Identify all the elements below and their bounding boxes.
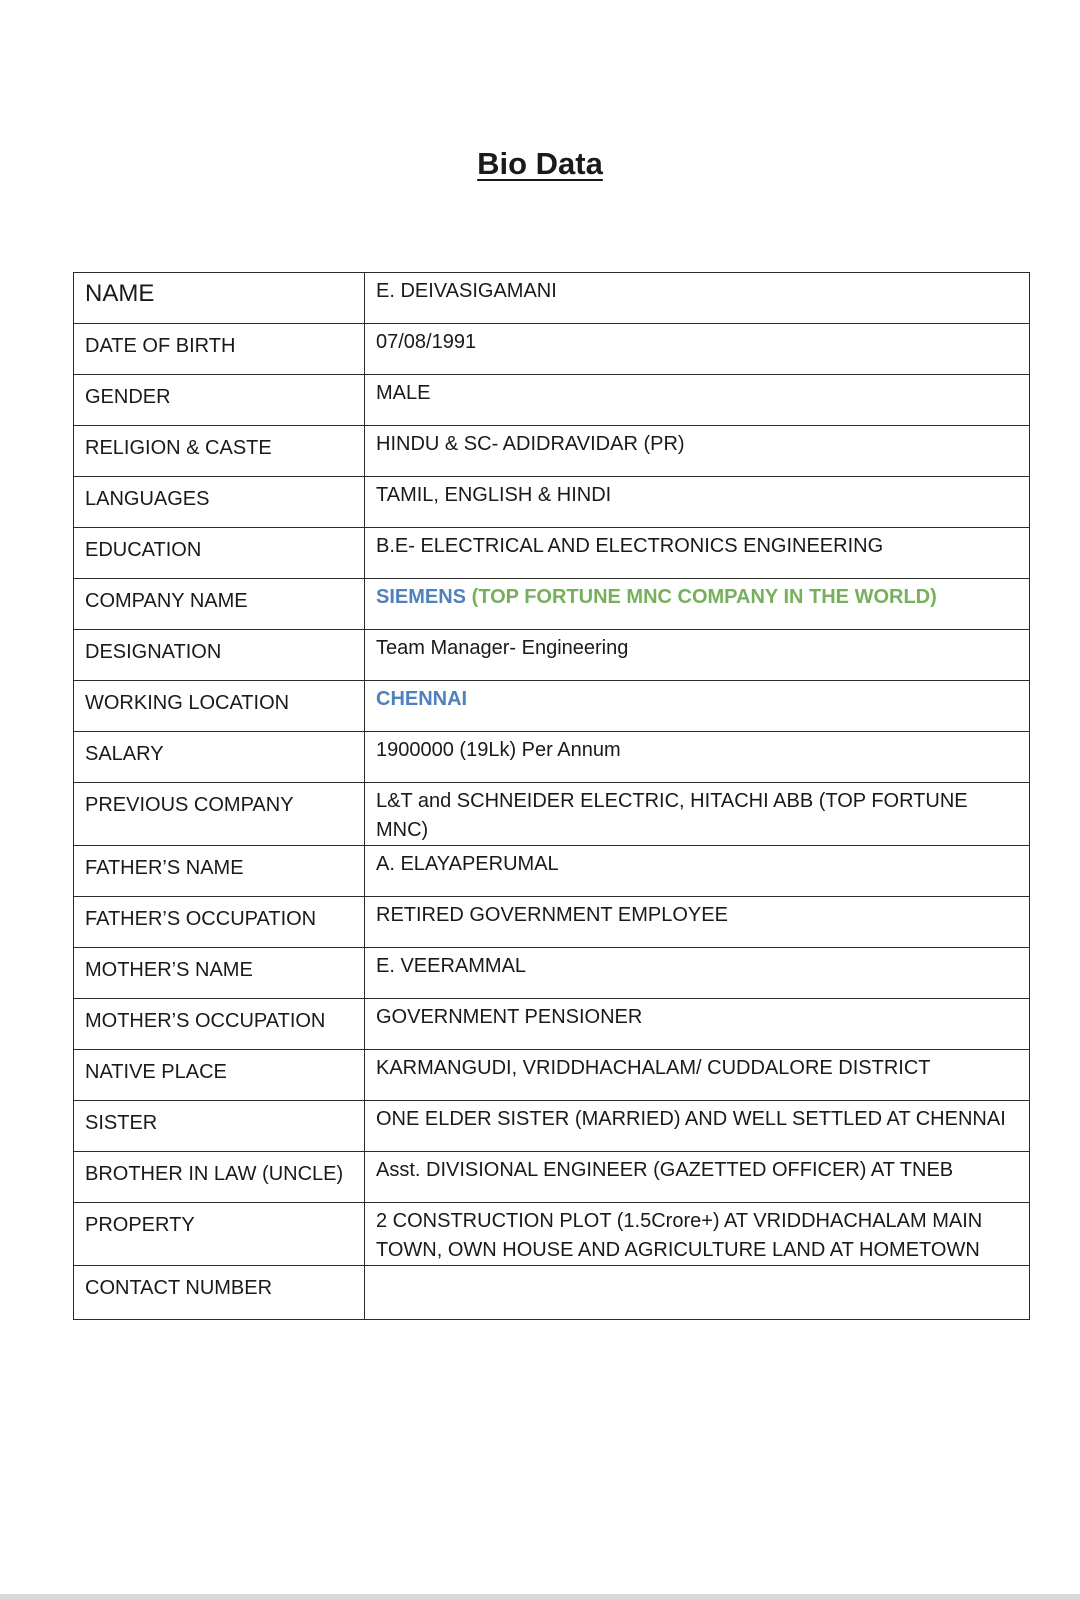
label-company: COMPANY NAME xyxy=(74,579,365,630)
label-mother-occupation: MOTHER’S OCCUPATION xyxy=(74,999,365,1050)
label-father-occupation: FATHER’S OCCUPATION xyxy=(74,897,365,948)
row-property xyxy=(74,1203,1030,1266)
row-designation xyxy=(74,630,1030,681)
value-languages: TAMIL, ENGLISH & HINDI xyxy=(365,477,1030,528)
row-mother-name xyxy=(74,948,1030,999)
label-languages: LANGUAGES xyxy=(74,477,365,528)
label-salary: SALARY xyxy=(74,732,365,783)
value-name: E. DEIVASIGAMANI xyxy=(365,273,1030,324)
row-mother-occupation xyxy=(74,999,1030,1050)
bio-data-table xyxy=(73,272,1030,1320)
row-father-occupation xyxy=(74,897,1030,948)
row-contact xyxy=(74,1266,1030,1320)
label-father-name: FATHER’S NAME xyxy=(74,846,365,897)
row-dob xyxy=(74,324,1030,375)
row-father-name xyxy=(74,846,1030,897)
value-sister: ONE ELDER SISTER (MARRIED) AND WELL SETTLED AT CHENNAI xyxy=(365,1101,1030,1152)
value-dob: 07/08/1991 xyxy=(365,324,1030,375)
value-contact xyxy=(365,1266,1030,1320)
page-title-text: Bio Data xyxy=(477,146,603,181)
value-company xyxy=(365,579,1030,630)
label-previous-company: PREVIOUS COMPANY xyxy=(74,783,365,846)
page-bottom-divider xyxy=(0,1594,1080,1599)
label-designation: DESIGNATION xyxy=(74,630,365,681)
label-gender: GENDER xyxy=(74,375,365,426)
value-previous-company: L&T and SCHNEIDER ELECTRIC, HITACHI ABB (TOP FORTUNE MNC) xyxy=(365,783,1030,846)
row-sister xyxy=(74,1101,1030,1152)
value-gender: MALE xyxy=(365,375,1030,426)
value-father-occupation: RETIRED GOVERNMENT EMPLOYEE xyxy=(365,897,1030,948)
value-brother-in-law: Asst. DIVISIONAL ENGINEER (GAZETTED OFFICER) AT TNEB xyxy=(365,1152,1030,1203)
label-dob: DATE OF BIRTH xyxy=(74,324,365,375)
value-mother-occupation: GOVERNMENT PENSIONER xyxy=(365,999,1030,1050)
value-religion: HINDU & SC- ADIDRAVIDAR (PR) xyxy=(365,426,1030,477)
company-name: SIEMENS xyxy=(376,586,467,608)
label-mother-name: MOTHER’S NAME xyxy=(74,948,365,999)
value-education: B.E- ELECTRICAL AND ELECTRONICS ENGINEERING xyxy=(365,528,1030,579)
value-salary: 1900000 (19Lk) Per Annum xyxy=(365,732,1030,783)
label-sister: SISTER xyxy=(74,1101,365,1152)
row-location xyxy=(74,681,1030,732)
row-previous-company xyxy=(74,783,1030,846)
label-native-place: NATIVE PLACE xyxy=(74,1050,365,1101)
company-note: (TOP FORTUNE MNC COMPANY IN THE WORLD) xyxy=(471,586,937,608)
row-salary xyxy=(74,732,1030,783)
row-name xyxy=(74,273,1030,324)
value-mother-name: E. VEERAMMAL xyxy=(365,948,1030,999)
label-brother-in-law: BROTHER IN LAW (UNCLE) xyxy=(74,1152,365,1203)
row-religion xyxy=(74,426,1030,477)
label-property: PROPERTY xyxy=(74,1203,365,1266)
row-gender xyxy=(74,375,1030,426)
value-property: 2 CONSTRUCTION PLOT (1.5Crore+) AT VRIDDHACHALAM MAIN TOWN, OWN HOUSE AND AGRICULTURE LAND AT HOMETOWN xyxy=(365,1203,1030,1266)
label-location: WORKING LOCATION xyxy=(74,681,365,732)
label-name: NAME xyxy=(74,273,365,324)
label-contact: CONTACT NUMBER xyxy=(74,1266,365,1320)
row-brother-in-law xyxy=(74,1152,1030,1203)
value-native-place: KARMANGUDI, VRIDDHACHALAM/ CUDDALORE DISTRICT xyxy=(365,1050,1030,1101)
value-designation: Team Manager- Engineering xyxy=(365,630,1030,681)
location-text: CHENNAI xyxy=(376,688,468,710)
value-location xyxy=(365,681,1030,732)
row-native-place xyxy=(74,1050,1030,1101)
row-languages xyxy=(74,477,1030,528)
label-education: EDUCATION xyxy=(74,528,365,579)
row-education xyxy=(74,528,1030,579)
value-father-name: A. ELAYAPERUMAL xyxy=(365,846,1030,897)
label-religion: RELIGION & CASTE xyxy=(74,426,365,477)
page-title xyxy=(0,146,1080,182)
row-company xyxy=(74,579,1030,630)
